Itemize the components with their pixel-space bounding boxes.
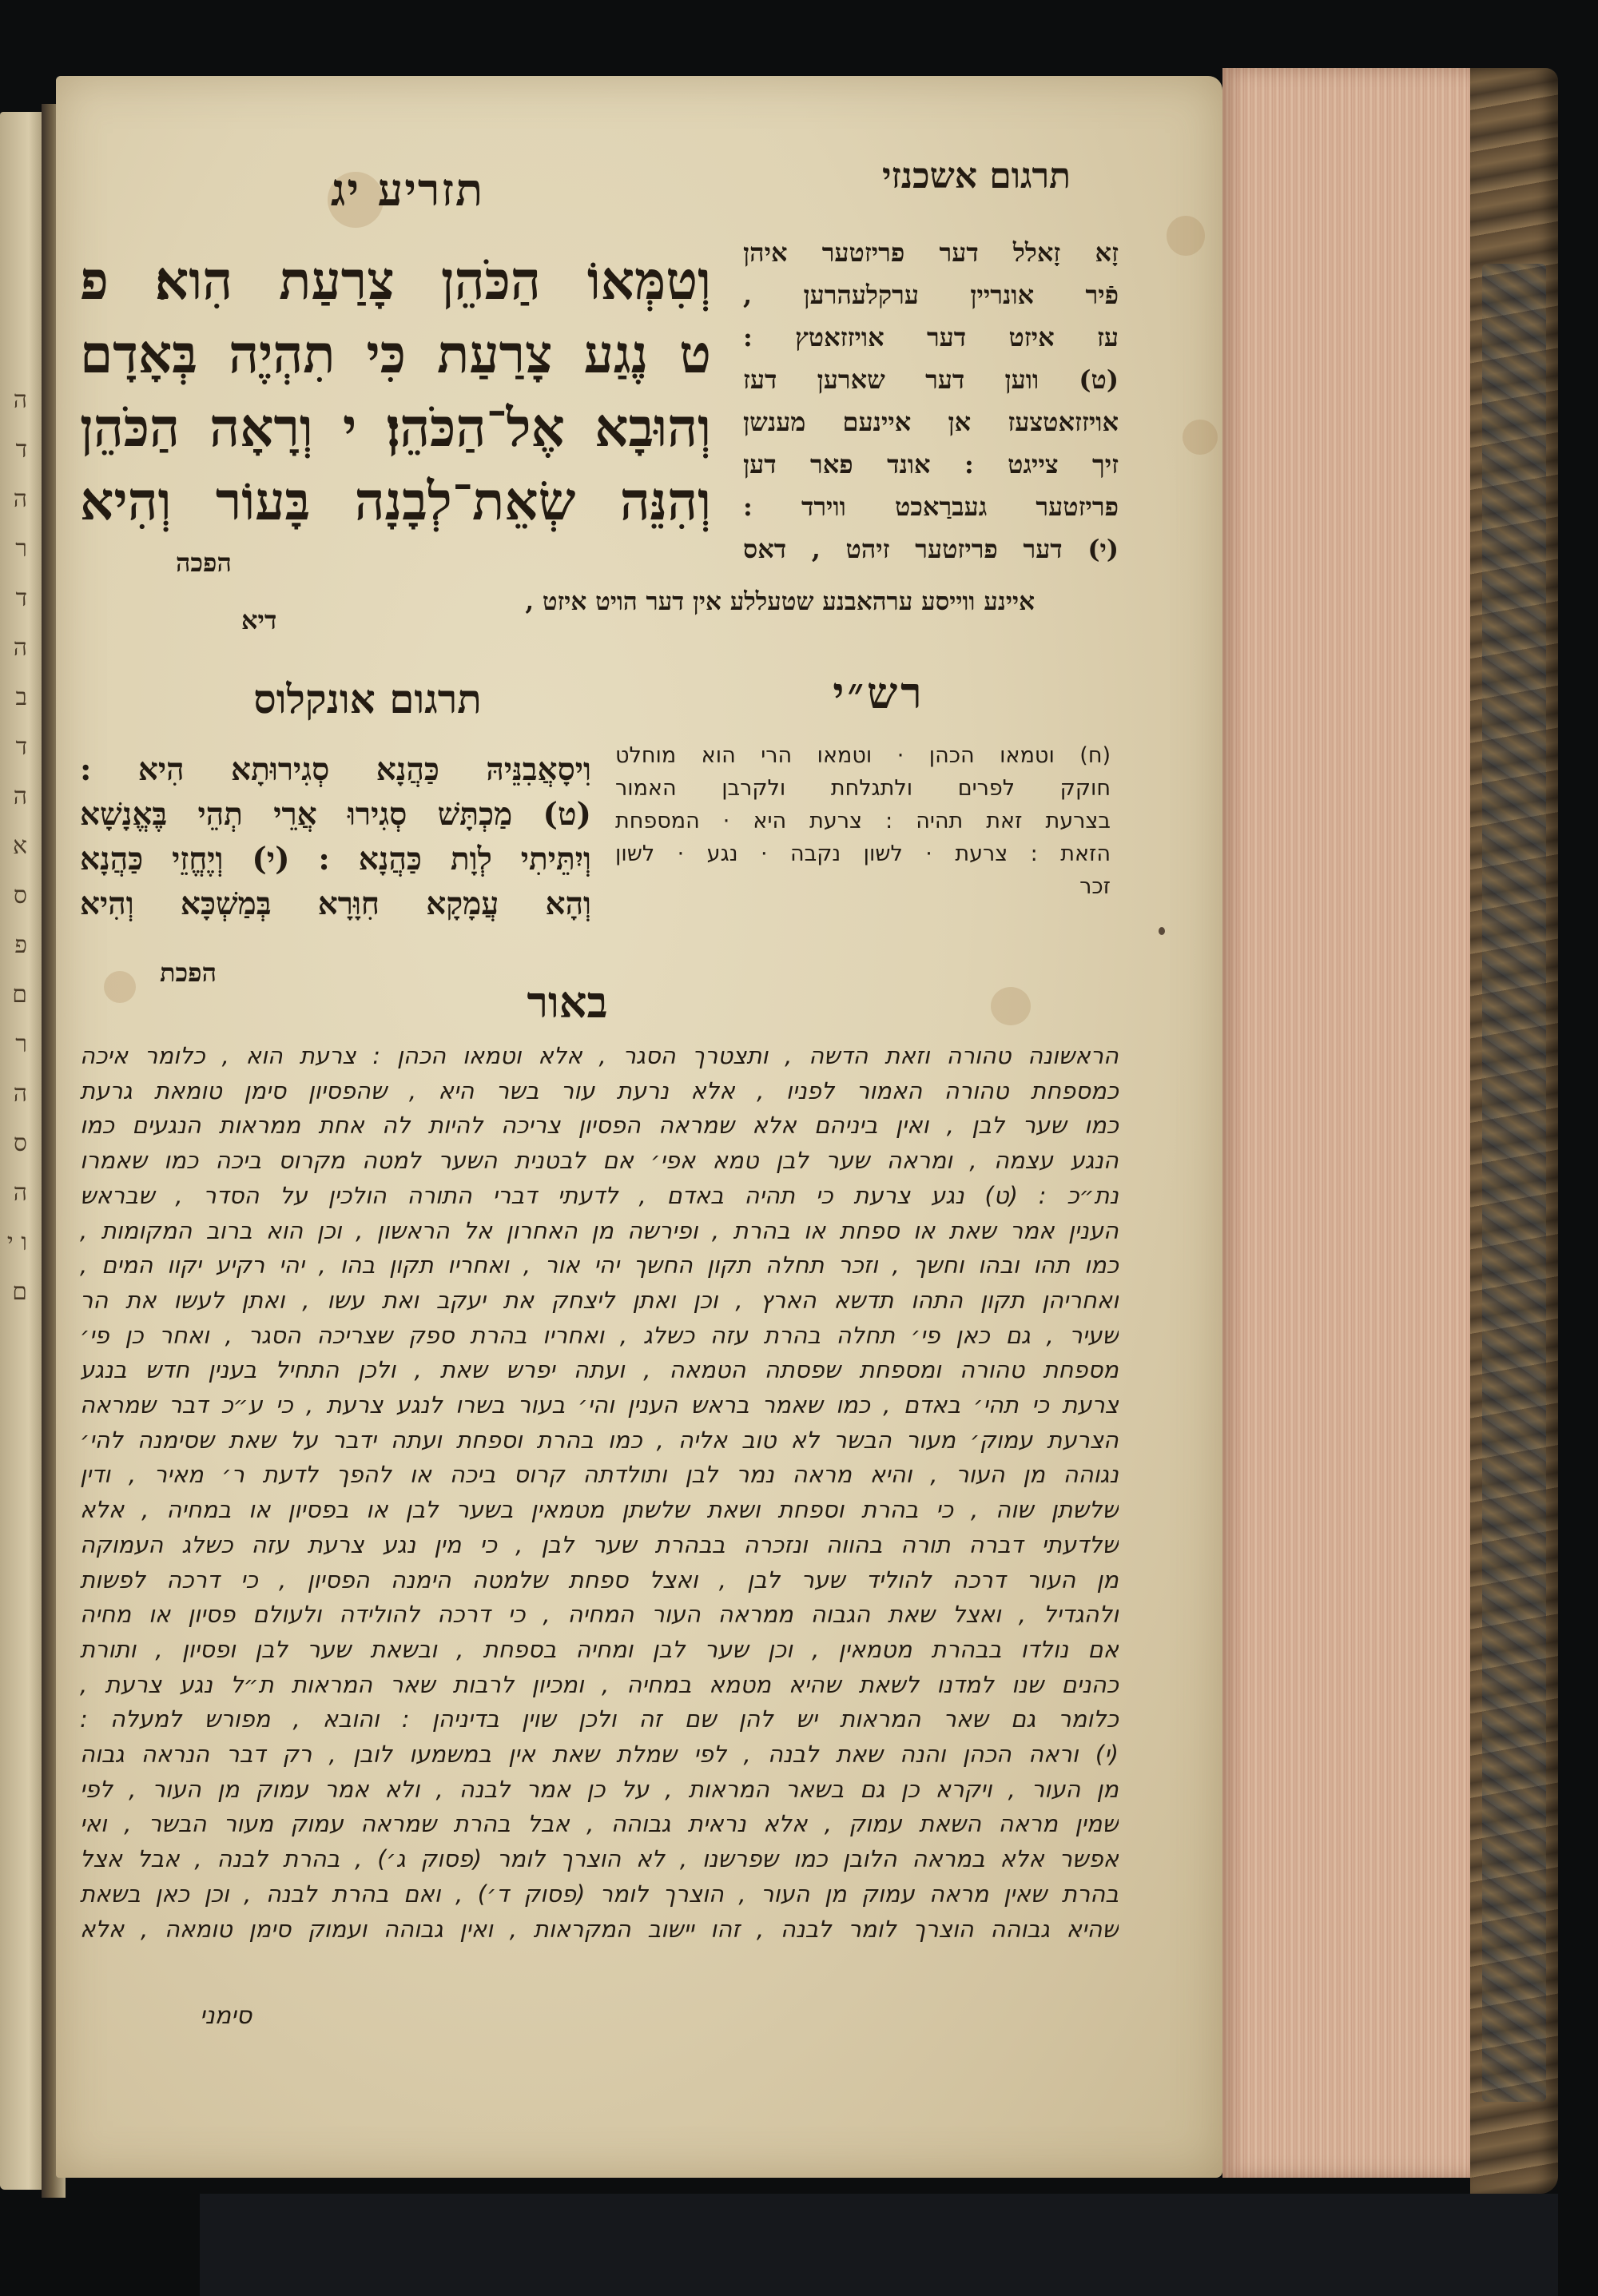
translation-line: פריזטער געברַאכט ווירד :: [743, 491, 1119, 522]
ashkenazi-translation: [743, 232, 1119, 571]
biur-line: מן העור , ויקרא כן גם בשאר המראות , על כן אמר לבנה , ולא אמר עמוק מן העור , לפי: [80, 1775, 1119, 1803]
onkelos-line: (ט) מַכְתָּשׁ סְגִירוּ אֲרֵי תְהֵי בֶּאֱנָשָׁא: [80, 796, 591, 833]
rashi-heading: רש״י: [833, 667, 925, 718]
translation-line: (י) דער פריזטער זיהט , דאס: [743, 534, 1119, 564]
biur-line: שלדעתי דברה תורה בהווה ונזכרה בבהרת שער לבן , כי מין נגע צרעת עזה כשלג העמוקה: [80, 1530, 1119, 1558]
rashi-line: (ח) וטמאו הכהן · וטמאו הרי הוא מוחלט: [615, 743, 1111, 768]
translation-line: זָא זָאלל דער פריזטער איהן: [743, 237, 1119, 268]
page-fore-edge: [1222, 68, 1486, 2178]
rashi-line: חוקק לפרים ולתגלחת ולקרבן האמור: [615, 776, 1111, 801]
verse-line: וְטִמְּאוֹ הַכֹּהֵן צָרַעַת הִוא׃ פ: [80, 249, 711, 312]
foxing-spot: [1167, 216, 1205, 256]
biur-line: צרעת כי תהי׳ באדם , כמו שאמר בראש הענין והי׳ בעור בשרו לנגע צרעת , כי ע״כ דבר שמראה: [80, 1391, 1119, 1419]
biur-line: הראשונה טהורה וזאת הדשה , ותצטרך הסגר , אלא וטמאו הכהן : צרעת הוא , כלומר איכה: [80, 1042, 1119, 1069]
foxing-spot: [1183, 420, 1218, 455]
biur-commentary: [80, 1039, 1119, 1947]
biur-line: מספחת טהורה ומספחת שפסתה הטמאה , ועתה יפרש שאת , ולכן התחיל בענין חדש בנגע: [80, 1356, 1119, 1384]
background-cloth: [200, 2194, 1558, 2296]
biur-line: הנגע עצמה , ומראה שער לבן טמא אפי׳ אם לבטנית השער למטה מקרוס ביכה כמו שאמרו: [80, 1147, 1119, 1175]
onkelos-catchword: הפכת: [160, 957, 217, 988]
translation-bridge-line: איינע ווייסע ערהאבנע שטעללע אין דער הויט איזט ,: [525, 587, 1035, 616]
onkelos-heading: תרגום אונקלוס: [253, 675, 482, 722]
verse-line: וְהִנֵּה שְׂאֵת־לְבָנָה בָּעוֹר וְהִיא: [80, 470, 711, 532]
translation-line: עז איזט דער אויזזאטץ :: [743, 322, 1119, 352]
onkelos-translation: [80, 747, 591, 926]
verse-line: ט נֶגַע צָרַעַת כִּי תִהְיֶה בְּאָדָם: [80, 323, 711, 385]
biur-line: שמין מראה השאת עמוק , אלא נראית גבוהה , אבל בהרת שמראה עמוק מעור הבשר , ואי: [80, 1810, 1119, 1838]
foxing-spot: [104, 971, 136, 1003]
biur-line: שעיר , גם כאן פי׳ תחלה בהרת עזה כשלג , ואחריו בהרת ספק שצריכה הסגר , ואחר כן פי׳: [80, 1321, 1119, 1349]
foxing-spot: [991, 987, 1031, 1025]
biur-line: בהרת שאין מראה עמוק מן העור , הוצרך לומר (פסוק ד׳) , ואם בהרת לבנה , וכן כאן בשאת: [80, 1880, 1119, 1908]
biur-catchword: סימני: [200, 2002, 252, 2030]
biur-line: כמו תהו ובהו וחשך , וזכר תחלה תקון החשך יהי אור , ואחריו תקון בהו , יהי רקיע יקוו המים ,: [80, 1251, 1119, 1279]
biur-line: הצרעת עמוק׳ מעור הבשר לא טוב אליה , כמו בהרת וספחת ועתה ידבר על שאת שסימנה להי׳: [80, 1426, 1119, 1454]
rashi-commentary: [615, 739, 1111, 903]
biur-line: כהנים שנו למדנו לשאת שהיא מטמא במחיה , ומכיון לרבות שאר המראות ת״ל נגע צרעת ,: [80, 1670, 1119, 1698]
biur-heading: באור: [527, 977, 608, 1028]
facing-page-letters: ה ד ה ר ד ה ב ד ה א ס פ ם ר ה ס ה ו י ם: [6, 386, 27, 1306]
rashi-line: הזאת : צרעת · לשון נקבה · נגע · לשון: [615, 842, 1111, 866]
translation-catchword: דיא: [241, 605, 277, 635]
translation-line: זיך צייגט : אונד פאר דען: [743, 449, 1119, 479]
verse-catchword: הפכה: [176, 547, 232, 578]
facing-page-edge: [0, 112, 48, 2190]
biur-line: נגוהה מן העור , והיא מראה נמר לבן ותולדתה קרוס ביכה או להפך לדעת ר׳ מאיר , ודין: [80, 1461, 1119, 1489]
onkelos-line: וְיִתֵּיתִי לְוָת כַּהֲנָא : (י) וְיֶחֱזֵי כַּהֲנָא: [80, 841, 591, 877]
biur-line: כלומר גם שאר המראות יש להן שם זה ולכן שוין בדיניהן : והובא , מפורש למעלה :: [80, 1705, 1119, 1733]
onkelos-line: וְהָא עֲמָקָא חִוָּרָא בְּמַשְׁכָּא וְהִיא: [80, 885, 591, 922]
biur-line: ואחריהן תקון התהו תדשא הארץ , וכן ואתן ליצחק את יעקב ואת עשו , ואתן לעשו את הר: [80, 1286, 1119, 1314]
biur-line: מן העור דרכה להוליד שער לבן , ואצל ספחת שלמטה הימנה הפסיון , כי דרכה לפשות: [80, 1566, 1119, 1594]
rashi-line: זכר: [1079, 874, 1111, 899]
translation-line: אויזזאטצעז אן איינעם מענשן: [743, 407, 1119, 437]
biur-line: שלשתן שוה , כי בהרת וספחת ושאת שלשתן מטמאין בשער לבן או בפסיון או במחיה , אלא: [80, 1496, 1119, 1524]
running-head-right: תרגום אשכנזי: [881, 156, 1071, 197]
ink-dot: [1159, 927, 1165, 935]
biur-line: הענין אמר שאת או ספחת או בהרת , ופירשה מן האחרון אל הראשון , וכן הוא ברוב המקומות ,: [80, 1216, 1119, 1244]
verse-line: וְהוּבָא אֶל־הַכֹּהֵן׃ י וְרָאָה הַכֹּהֵן: [80, 396, 711, 459]
biur-line: כמספחת טהורה האמור לפניו , אלא נרעת עור בשר היא , שהפסיון סימן טומאת גרעת: [80, 1076, 1119, 1104]
biur-line: כמו שער לבן , ואין ביניהם אלא שמראה הפסיון צריכה להיות לה אחת ממראות הנגעים כמו: [80, 1112, 1119, 1140]
biur-line: שהיא גבוהה הוצרך לומר לבנה , זהו יישוב המקראות , ואין גבוהה ועמוק סימן טומאה , אלא: [80, 1915, 1119, 1943]
biur-line: ולהגדיל , ואצל שאת הגבוה ממראה העור המחיה , כי דרכה להולידה ולעולם פסיון או מחיה: [80, 1601, 1119, 1629]
biur-line: (י) וראה הכהן והנה שאת לבנה , לפי שמלת שאת אין במשמעו לובן , רק דבר הנראה גבוה: [80, 1741, 1119, 1769]
translation-line: פֿיר אונריין ערקלעהרען ,: [743, 280, 1119, 310]
rashi-line: בצרעת זאת תהיה : צרעת היא · המספחת: [615, 809, 1111, 834]
translation-line: (ט) ווען דער שארען דעז: [743, 364, 1119, 395]
marbled-cover: [1482, 264, 1546, 2102]
biur-line: נת״כ : (ט) נגע צרעת כי תהיה באדם , לדעתי דברי התורה הולכין על הסדר , שבראש: [80, 1181, 1119, 1209]
biur-line: אם נולדו בבהרת מטמאין , וכן שער לבן ומחיה בספחת , ובשאת שער לבן ופסיון , ותורת: [80, 1635, 1119, 1663]
onkelos-line: וִיסָאֲבִנֵּיהּ כַּהֲנָא סְגִירוּתָא הִיא :: [80, 751, 591, 788]
running-head-center: תזריע יג: [330, 164, 485, 217]
biur-line: אפשר אלא במראה הלובן כמו שפרשנו , לא הוצרך לומר (פסוק ג׳) , בהרת לבנה , אבל אצל: [80, 1845, 1119, 1873]
